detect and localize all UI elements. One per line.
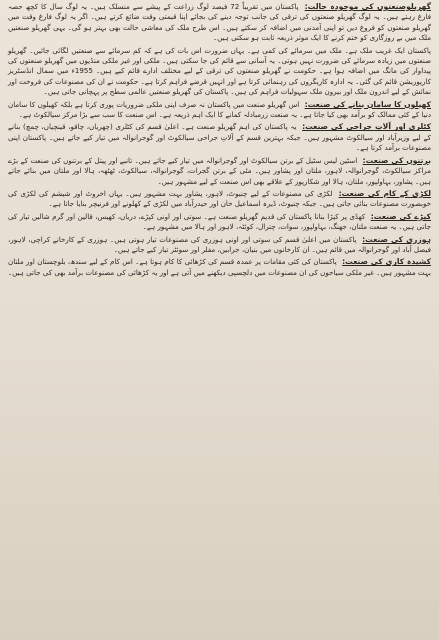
section-embroidery — [8, 257, 431, 278]
section-utensils — [8, 156, 431, 187]
section-text: پاکستان میں اعلیٰ قسم کی سوتی اور اونی ہوزری کی مصنوعات تیار ہوتی ہیں۔ ہوزری کے کارخانے کراچی، لاہور، فیصل آباد اور گوجرانوالہ میں قائم ہیں۔ ان کارخانوں میں بنیان، جرابیں، مفلر اور سوئٹر تیار کیے جاتے ہیں۔ — [8, 234, 431, 254]
section-text: یہ پاکستان کی اہم گھریلو صنعت ہے۔ اعلیٰ قسم کی کٹلری (چھریاں، چاقو، قینچیاں، چمچ) بنانے کے لیے وزیرآباد اور سیالکوٹ مشہور ہیں۔ جبکہ بہترین قسم کے آلاتِ جراحی سیالکوٹ اور گوجرانوالہ میں تیار کیے جاتے ہیں۔ پاکستان اپنی مصنوعات برآمد کرتا ہے۔ — [8, 122, 431, 153]
section-hosiery — [8, 235, 431, 256]
section-text: لکڑی کی مصنوعات کے لیے چنیوٹ، لاہور، پشاور بہت مشہور ہیں۔ یہاں اخروٹ اور شیشم کی لکڑی کی خوبصورت مصنوعات بنائی جاتی ہیں۔ جبکہ چنیوٹ، ڈیرہ اسماعیل خان اور حیدرآباد میں لکڑی کے کھلونے اور فرنیچر بنایا جاتا ہے۔ — [8, 188, 431, 209]
document-body — [0, 0, 439, 278]
section-cloth — [8, 212, 431, 233]
section-text: پاکستان ایک غریب ملک ہے۔ ملک میں سرمائے کی کمی ہے۔ یہاں ضرورت اس بات کی ہے کہ کم سرمائے سے صنعتیں لگائی جائیں۔ گھریلو صنعتوں میں زیادہ سرمائے کی ضرورت نہیں ہوتی۔ یہ آسانی سے قائم کی جا سکتی ہیں۔ ملکی اور غیر ملکی منڈیوں میں گھریلو صنعتوں کی پیداوار کی مانگ میں اضافہ ہوا ہے۔ حکومت نے گھریلو صنعتوں کی ترقی کے لیے مختلف ادارے قائم کیے ہیں۔ 1955ء میں سمال انڈسٹریز کارپوریشن قائم کی گئی۔ یہ ادارہ کاریگروں کی رہنمائی کرتا ہے اور انہیں قرضے فراہم کرتا ہے۔ حکومت نے ان کی مصنوعات کی فروخت اور نمائش کے لیے اندرون ملک اور بیرون ملک سہولیات فراہم کی ہیں۔ پاکستان کی گھریلو صنعتیں عالمی سطح پر پہچانی جاتی ہیں۔ — [8, 45, 431, 97]
section-text: اسٹین لیس سٹیل کے برتن سیالکوٹ اور گوجرانوالہ میں تیار کیے جاتے ہیں۔ تانبے اور پیتل کے برتنوں کی صنعت کے بڑے مراکز سیالکوٹ، گوجرانوالہ، لاہور، ملتان اور پشاور ہیں۔ مٹی کے برتن گجرات، گوجرانوالہ، سیالکوٹ، ٹھٹھہ، ہالا اور ملتان میں بنائے جاتے ہیں۔ پشاور، بہاولپور، ملتان، ہالا اور شکارپور کے علاقے بھی اس صنعت کے لیے مشہور ہیں۔ — [8, 155, 431, 186]
section-heading: کپڑے کی صنعت: — [370, 211, 431, 221]
section-heading: برتنوں کی صنعت: — [362, 155, 431, 165]
section-home-industries-status — [8, 2, 431, 44]
section-capital-and-government — [8, 46, 431, 98]
section-heading: گھریلوصنعتوں کی موجودہ حالت: — [304, 2, 431, 11]
section-text: اس گھریلو صنعت میں پاکستان نہ صرف اپنی ملکی ضروریات پوری کرتا ہے بلکہ کھیلوں کا سامان دنیا کے کئی ممالک کو برآمد بھی کیا جاتا ہے۔ یہ صنعت زرمبادلہ کمانے کا ایک اہم ذریعہ ہے۔ اس صنعت کا سب سے بڑا مرکز سیالکوٹ ہے۔ — [8, 99, 431, 120]
section-woodwork — [8, 189, 431, 210]
section-text: کھڈی پر کپڑا بنانا پاکستان کی قدیم گھریلو صنعت ہے۔ سوتی اور اونی کپڑے، دریاں، کھیس، قالین اور گرم شالیں تیار کی جاتی ہیں۔ یہ صنعت ملتان، جھنگ، بہاولپور، سوات، چترال، کوئٹہ، لاہور اور ہالا میں مشہور ہے۔ — [8, 211, 431, 232]
section-sports-goods — [8, 100, 431, 121]
section-heading: کشیدہ کاری کی صنعت: — [342, 257, 431, 267]
section-cutlery-surgical — [8, 122, 431, 153]
section-text: پاکستان کی کئی مقامات پر عمدہ قسم کی کڑھائی کا کام ہوتا ہے۔ اس کام کے لیے سندھ، بلوچستان اور ملتان بہت مشہور ہیں۔ غیر ملکی سیاحوں کی ان مصنوعات میں دلچسپی دیکھنے میں آتی ہے اور یہ کڑھائی کی مصنوعات برآمد بھی کی جاتی ہیں۔ — [7, 257, 431, 277]
section-heading: کھیلوں کا سامان بنانے کی صنعت: — [304, 99, 431, 109]
section-heading: لکڑی کے کام کی صنعت: — [338, 188, 431, 198]
section-text: پاکستان میں تقریباً 72 فیصد لوگ زراعت کے پیشے سے منسلک ہیں۔ یہ لوگ سال کا کچھ حصہ فارغ رہتے ہیں۔ یہ لوگ گھریلو صنعتوں کی ترقی کی جانب توجہ دینے کی بجائے اپنا قیمتی وقت ضائع کرتے ہیں۔ اگر یہ لوگ فارغ وقت میں گھریلو صنعتوں کو فروغ دیں تو اپنی آمدنی میں اضافہ کر سکتے ہیں۔ اس طرح ملک کی معاشی حالت بھی بہتر ہو گی۔ یہی گھریلو صنعتیں ملک میں بے روزگاری کو ختم کرنے کا ایک موثر ذریعہ ثابت ہو سکتی ہیں۔ — [8, 2, 431, 43]
section-heading: ہوزری کی صنعت: — [362, 234, 431, 244]
section-heading: کٹلری اور آلاتِ جراحی کی صنعت: — [302, 122, 431, 132]
